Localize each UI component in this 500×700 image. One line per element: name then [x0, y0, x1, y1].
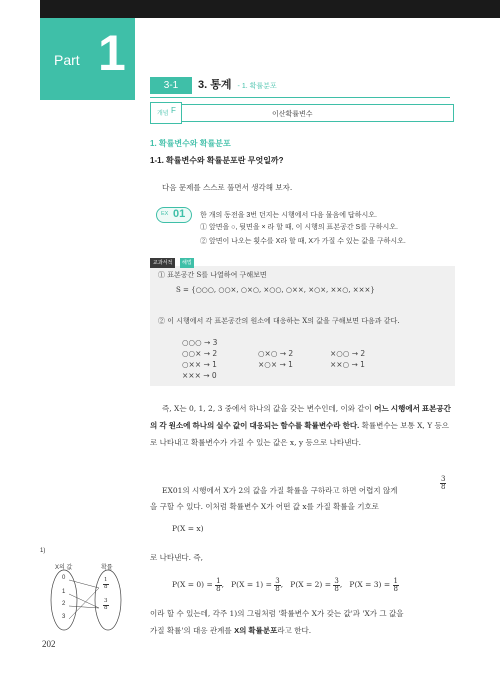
- concept-icon-label: 개념: [157, 111, 169, 117]
- chapter-subtitle: - 1. 확률분포: [237, 83, 277, 90]
- p1-d: 확률변수는 보통 X, Y 등으로 나타내고 확률변수가 가질 수 있는 값은 x, y 등으로 나타낸다.: [150, 421, 450, 447]
- paragraph-2: EX01의 시행에서 X가 2의 값을 가질 확률을 구하라고 하면 어렵지 않게: [162, 486, 398, 495]
- prob-3-lhs: P(X = 3) =: [349, 580, 393, 589]
- diagram-prob-2-den: 8: [104, 604, 108, 611]
- intro-text: 다음 문제를 스스로 풀면서 생각해 보자.: [162, 183, 293, 192]
- mapping-row-3b: ×○× → 1: [258, 360, 293, 369]
- p1-b: 어느 시행: [374, 404, 406, 413]
- diagram-prob-1: [103, 578, 109, 590]
- diagram-prob-1-den: 8: [104, 583, 108, 590]
- p1-a: 즉, X는 0, 1, 2, 3 중에서 하나의 값을 갖는 변수인데, 이와 같이: [162, 404, 375, 413]
- mapping-row-2c: ×○○ → 2: [330, 349, 366, 358]
- mapping-row-2: ○○× → 2: [182, 349, 218, 358]
- part-marker: [40, 18, 135, 100]
- mapping-row-3: ○×× → 1: [182, 360, 217, 369]
- prob-2-den: 8: [334, 584, 339, 593]
- paragraph-6: [150, 622, 311, 639]
- frac-den: 8: [441, 483, 446, 491]
- mapping-row-2b: ○×○ → 2: [258, 349, 294, 358]
- prob-3-den: 8: [393, 584, 399, 593]
- example-question-2: ② 앞면이 나오는 횟수를 X라 할 때, X가 가질 수 있는 값을 구하시오.: [200, 238, 406, 245]
- paragraph-5: 이라 할 수 있는데, 각주 1)의 그림처럼 '확률변수 X가 갖는 값'과 'X가 그 값을: [150, 609, 404, 618]
- chapter-badge: 3-1: [150, 77, 192, 94]
- paragraph-3: 을 구할 수 있다. 이처럼 확률변수 X가 어떤 값 x를 가질 확률을 기호로: [150, 502, 379, 511]
- chapter-title: [198, 77, 277, 95]
- example-question: 한 개의 동전을 3번 던지는 시행에서 다음 물음에 답하시오.: [200, 212, 377, 219]
- prob-3-frac: [393, 578, 399, 593]
- fraction-three-eighths: [440, 476, 446, 491]
- prob-1-frac: [274, 578, 280, 593]
- example-badge: [156, 207, 192, 223]
- chapter-title-text: 3. 통계: [198, 79, 232, 91]
- example-label: EX: [161, 211, 169, 217]
- p6-c: 라고 한다.: [277, 626, 312, 635]
- solution-tag: 교과서적: [150, 258, 175, 268]
- footnote-marker: 1): [40, 548, 46, 554]
- book-icon: [150, 102, 182, 124]
- example-question-1: ① 앞면을 ○, 뒷면을 × 라 할 때, 이 시행의 표본공간 S를 구하시오.: [200, 224, 398, 231]
- prob-0-lhs: P(X = 0) =: [172, 580, 216, 589]
- solution-line-3: ② 이 시행에서 각 표본공간의 원소에 대응하는 X의 값을 구해보면 다음과 같다.: [158, 317, 400, 325]
- prob-0-den: 8: [216, 584, 221, 593]
- diagram-prob-1-num: 1: [104, 577, 108, 583]
- prob-2-lhs: P(X = 2) =: [290, 580, 334, 589]
- top-bar: [0, 0, 500, 18]
- chapter-divider: [150, 97, 450, 98]
- section-title: 1. 확률변수와 확률분포: [150, 139, 231, 148]
- part-label: Part: [54, 52, 80, 68]
- mapping-row-3c: ××○ → 1: [330, 360, 365, 369]
- part-number: 1: [98, 25, 126, 81]
- sample-space: S = {○○○, ○○×, ○×○, ×○○, ○××, ×○×, ××○, ×××}: [176, 286, 375, 294]
- solution-line-1: ① 표본공간 S를 나열하여 구해보면: [158, 271, 267, 279]
- prob-1-num: 3: [275, 576, 280, 585]
- concept-title: 이산확률변수: [272, 111, 313, 118]
- example-number: 01: [173, 208, 186, 220]
- p6-a: 가질 확률'의 대응 관계를: [150, 626, 235, 635]
- top-bar-gap: [0, 0, 40, 18]
- prob-1-lhs: P(X = 1) =: [231, 580, 275, 589]
- prob-2-num: 3: [334, 576, 339, 585]
- diagram-prob-2: [103, 599, 109, 611]
- solution-tag-2: 해법: [182, 260, 192, 266]
- x-value-3: 3: [62, 614, 66, 620]
- diagram-prob-2-num: 3: [104, 598, 108, 604]
- diagram-left-label: X의 값: [55, 565, 73, 571]
- probability-list: P(X = 0) = $\frac{1}{8}$ , P(X = 1) = $\frac{3}{8}$ , P(X = 2) = $\frac{3}{8}$ , P(X = 3) = $\frac{1}{8}$: [172, 576, 399, 593]
- diagram-right-label: 확률: [101, 565, 113, 571]
- prob-1-den: 8: [275, 584, 280, 593]
- notation: P(X = x): [172, 524, 204, 533]
- prob-0-num: 1: [216, 576, 221, 585]
- p6-b: X의 확률분포: [234, 626, 278, 635]
- page-number: 202: [42, 639, 56, 649]
- prob-0-frac: [215, 578, 221, 593]
- mapping-row-4: ××× → 0: [182, 371, 217, 380]
- prob-3-num: 1: [393, 576, 399, 585]
- x-value-0: 0: [62, 575, 66, 581]
- x-value-2: 2: [62, 601, 66, 607]
- mapping-row-1: ○○○ → 3: [182, 338, 218, 347]
- x-value-1: 1: [62, 589, 66, 595]
- concept-icon-letter: F: [171, 106, 176, 115]
- prob-2-frac: [333, 578, 339, 593]
- paragraph-1: [150, 400, 455, 451]
- p1-c: 에서 표본공간의 각 원소에 하나의 실수 값이 대응되는 함수를 확률변수라 한다.: [150, 404, 451, 430]
- paragraph-4: 로 나타낸다. 즉,: [150, 553, 204, 562]
- frac-num: 3: [441, 475, 446, 483]
- subsection-title: 1-1. 확률변수와 확률분포란 무엇일까?: [150, 156, 284, 165]
